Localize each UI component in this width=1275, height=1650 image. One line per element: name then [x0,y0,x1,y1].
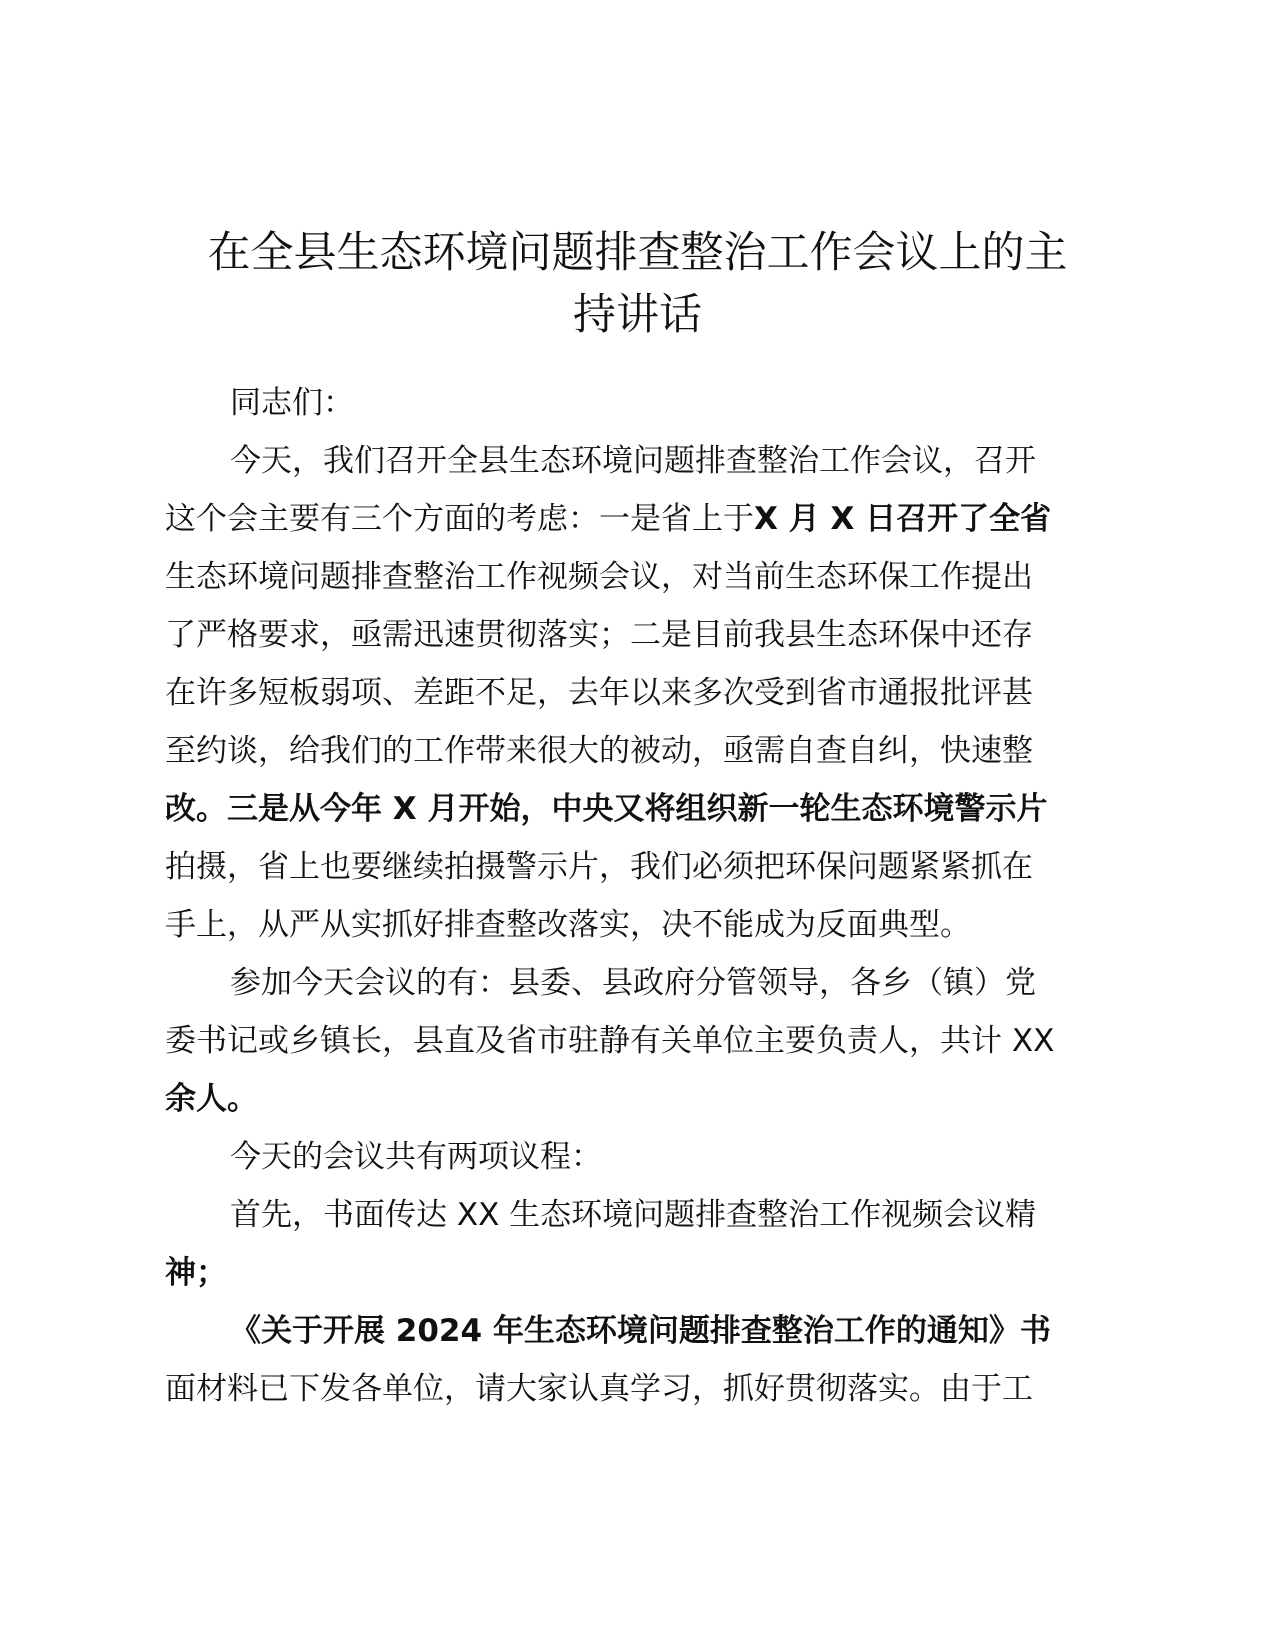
paragraph-line: 改。三是从今年 X 月开始，中央又将组织新一轮生态环境警示片 [165,791,1048,827]
paragraph-line: 了严格要求，亟需迅速贯彻落实；二是目前我县生态环保中还存 [165,617,1033,653]
paragraph-text-bold: X 月 X 日召开了全省 [754,501,1052,537]
paragraph-line: 面材料已下发各单位，请大家认真学习，抓好贯彻落实。由于工 [165,1371,1033,1407]
paragraph-line: 神； [165,1255,227,1291]
document-body [165,374,1095,1418]
document-title [150,222,1125,346]
paragraph-line: 在许多短板弱项、差距不足，去年以来多次受到省市通报批评甚 [165,675,1033,711]
paragraph-text: 这个会主要有三个方面的考虑：一是省上于 [165,501,754,537]
paragraph-line: 至约谈，给我们的工作带来很大的被动，亟需自查自纠，快速整 [165,733,1033,769]
paragraph-line: 首先，书面传达 XX 生态环境问题排查整治工作视频会议精 [230,1197,1037,1233]
paragraph-line: 今天，我们召开全县生态环境问题排查整治工作会议，召开 [230,443,1036,479]
paragraph-line: 拍摄，省上也要继续拍摄警示片，我们必须把环保问题紧紧抓在 [165,849,1033,885]
paragraph-line: 委书记或乡镇长，县直及省市驻静有关单位主要负责人，共计 XX [165,1023,1055,1059]
paragraph-line: 生态环境问题排查整治工作视频会议，对当前生态环保工作提出 [165,559,1033,595]
paragraph-line: 今天的会议共有两项议程： [230,1139,602,1175]
title-line-2: 持讲话 [573,290,702,340]
paragraph-line: 参加今天会议的有：县委、县政府分管领导，各乡（镇）党 [230,965,1036,1001]
salutation: 同志们： [230,385,354,421]
paragraph-line: 《关于开展 2024 年生态环境问题排查整治工作的通知》书 [230,1313,1051,1349]
paragraph-line: 余人。 [165,1081,258,1117]
paragraph-line [165,490,1095,548]
paragraph-line: 手上，从严从实抓好排查整改落实，决不能成为反面典型。 [165,907,971,943]
title-line-1: 在全县生态环境问题排查整治工作会议上的主 [207,228,1068,278]
